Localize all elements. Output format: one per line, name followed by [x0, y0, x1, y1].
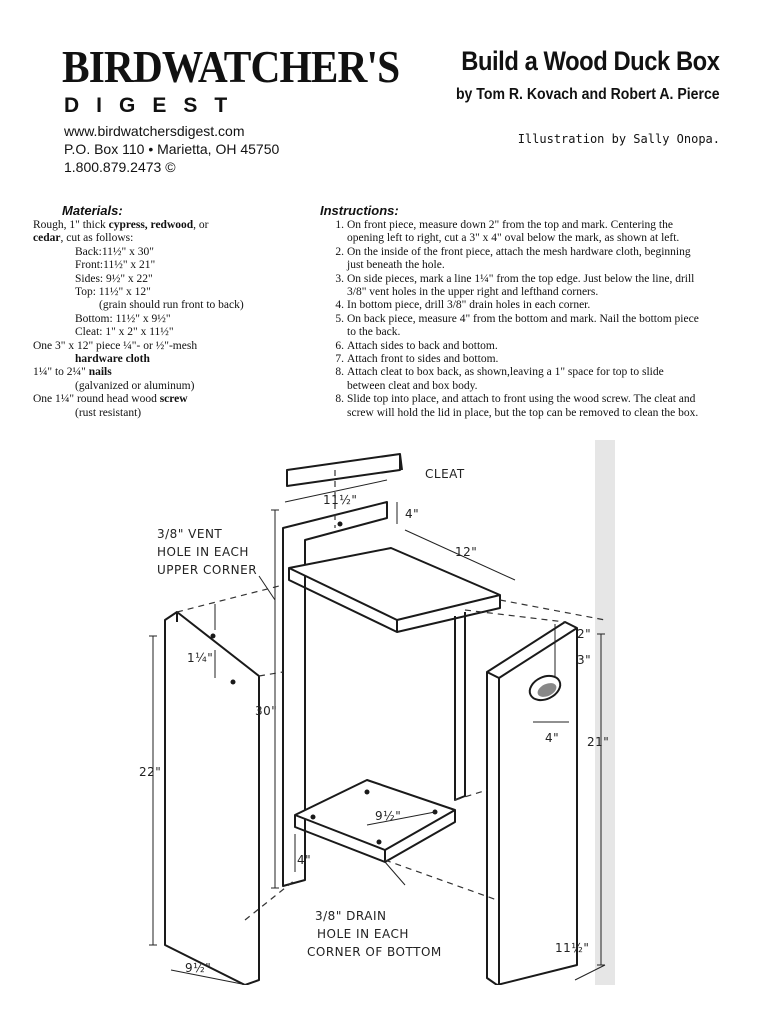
step-text: to the back.: [347, 326, 401, 339]
hardware-cloth-line: One 3" x 12" piece ¼"- or ½"-mesh: [33, 339, 198, 352]
step-text: Attach sides to back and bottom.: [347, 339, 498, 352]
step-number: 8.: [335, 393, 344, 406]
grain-note: (grain should run front to back): [99, 299, 244, 312]
hardware-cloth: hardware cloth: [75, 353, 150, 366]
step-number: 1.: [335, 219, 344, 231]
instruction-step: [320, 353, 730, 366]
label-top-depth: 12": [455, 545, 478, 559]
step-number: 6.: [335, 339, 344, 352]
label-drain-3: CORNER OF BOTTOM: [307, 945, 442, 959]
step-text: screw will hold the lid in place, but the top can be removed to clean the box.: [347, 406, 699, 419]
label-bottom-width: 9½": [375, 809, 402, 823]
step-text: Attach front to sides and bottom.: [347, 353, 499, 366]
label-front-width: 11½": [555, 941, 590, 955]
screw-line: One 1¼" round head wood screw: [33, 393, 188, 406]
instruction-step: [320, 219, 730, 246]
step-text: On back piece, measure 4" from the bottom and mark. Nail the bottom piece: [347, 312, 699, 325]
step-number: 3.: [335, 272, 344, 285]
illustration-credit: Illustration by Sally Onopa.: [517, 132, 720, 146]
page-title: Build a Wood Duck Box: [461, 46, 720, 76]
label-vent-1: 3/8" VENT: [157, 527, 223, 541]
instructions-list: [320, 219, 730, 420]
step-text: On front piece, measure down 2" from the top and mark. Centering the: [347, 219, 673, 231]
label-vent-offset: 1¼": [187, 651, 214, 665]
step-text: On side pieces, mark a line 1¼" from the top edge. Just below the line, drill: [347, 272, 695, 285]
cut-front: Front:11½" x 21": [75, 259, 156, 272]
step-text: In bottom piece, drill 3/8" drain holes in each corner.: [347, 299, 591, 312]
step-number: 7.: [335, 353, 344, 366]
instructions-heading: Instructions:: [320, 203, 399, 218]
nails-note: (galvanized or aluminum): [75, 379, 195, 392]
label-front-hole-h: 3": [577, 653, 592, 667]
label-bottom-offset: 4": [297, 853, 312, 867]
birdwatchers-digest-logo: [62, 41, 400, 126]
instruction-step: [320, 366, 730, 393]
instruction-step: [320, 313, 730, 340]
label-vent-2: HOLE IN EACH: [157, 545, 249, 559]
label-cleat-gap: 4": [405, 507, 420, 521]
cut-cleat: Cleat: 1" x 2" x 11½": [75, 326, 174, 339]
instruction-step: [320, 340, 730, 353]
step-text: Slide top into place, and attach to front using the wood screw. The cleat and: [347, 393, 696, 406]
label-cleat-width: 11½": [323, 493, 358, 507]
left-side-panel: [165, 612, 259, 985]
logo-sub: DIGEST: [64, 94, 245, 117]
screw-note: (rust resistant): [75, 406, 142, 419]
step-text: between cleat and box body.: [347, 379, 478, 392]
materials-list: [33, 219, 303, 420]
cut-sides: Sides: 9½" x 22": [75, 272, 153, 285]
wood-duck-box-diagram: [135, 440, 615, 985]
cut-bottom: Bottom: 11½" x 9½": [75, 312, 171, 325]
step-text: Attach cleat to box back, as shown,leaving a 1" space for top to slide: [347, 366, 664, 379]
step-text: opening left to right, cut a 3" x 4" oval below the mark, as shown at left.: [347, 232, 680, 245]
phone-number: 1.800.879.2473 ©: [64, 159, 176, 175]
materials-heading: Materials:: [62, 203, 123, 218]
label-front-top: 2": [577, 627, 592, 641]
instruction-step: [320, 273, 730, 300]
label-drain-1: 3/8" DRAIN: [315, 909, 387, 923]
step-number: 5.: [335, 312, 344, 325]
scan-shadow: [595, 440, 615, 985]
label-front-hole-w: 4": [545, 731, 560, 745]
step-text: 3/8" vent holes in the upper right and lefthand corners.: [347, 286, 599, 299]
step-number: 2.: [335, 245, 344, 258]
label-side-width: 9½": [185, 961, 212, 975]
step-number: 4.: [335, 299, 344, 312]
label-drain-2: HOLE IN EACH: [317, 927, 409, 941]
step-text: just beneath the hole.: [347, 259, 445, 272]
website-link[interactable]: www.birdwatchersdigest.com: [64, 123, 245, 139]
step-text: On the inside of the front piece, attach the mesh hardware cloth, beginning: [347, 245, 691, 258]
cut-top: Top: 11½" x 12": [75, 286, 151, 299]
materials-intro: Rough, 1" thick cypress, redwood, or: [33, 219, 209, 231]
label-front-height: 21": [587, 735, 610, 749]
byline: by Tom R. Kovach and Robert A. Pierce: [456, 86, 720, 103]
step-number: 8.: [335, 366, 344, 379]
instruction-step: [320, 393, 730, 420]
label-vent-3: UPPER CORNER: [157, 563, 258, 577]
cut-back: Back:11½" x 30": [75, 245, 154, 258]
label-back-height: 30": [255, 704, 278, 718]
logo-brand: BIRDWATCHER'S: [62, 41, 400, 92]
label-side-height: 22": [139, 765, 162, 779]
instruction-step: [320, 246, 730, 273]
label-cleat: CLEAT: [425, 467, 465, 481]
nails-line: 1¼" to 2¼" nails: [33, 366, 112, 379]
materials-intro-cont: cedar, cut as follows:: [33, 232, 134, 245]
instruction-step: [320, 299, 730, 312]
postal-address: P.O. Box 110 • Marietta, OH 45750: [64, 141, 280, 157]
